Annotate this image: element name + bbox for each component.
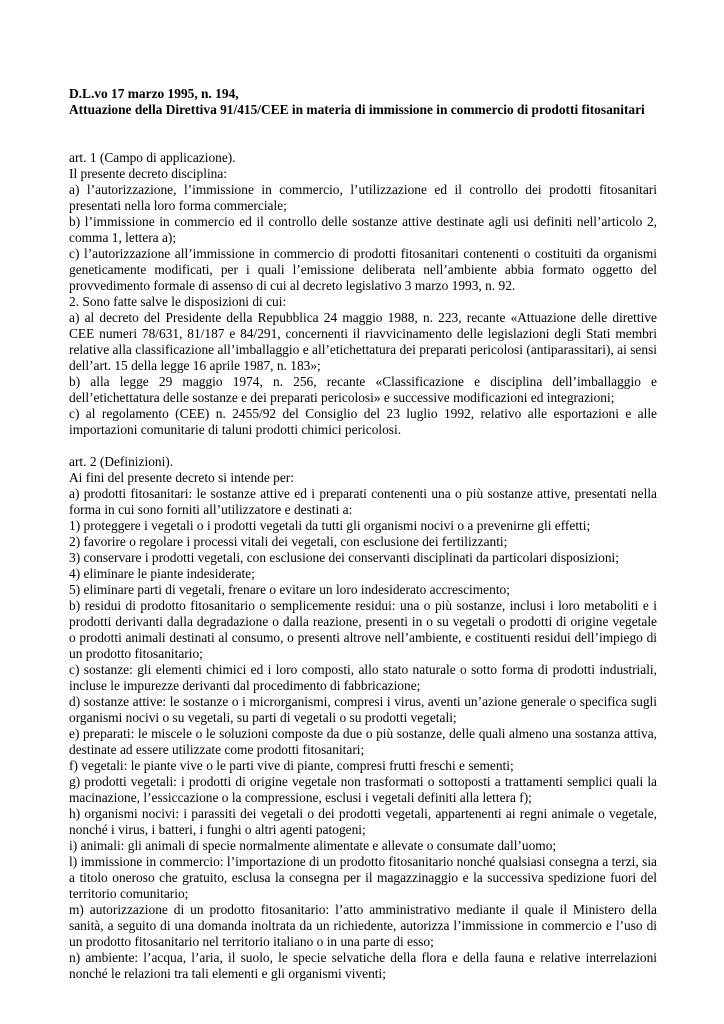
article-2-paragraph: Ai fini del presente decreto si intende per: [69, 470, 294, 485]
spacer [69, 438, 657, 454]
article-1-paragraph: c) l’autorizzazione all’immissione in commercio di prodotti fitosanitari contenenti o costituiti da organismi geneticamente modificati, per i quali l’emissione deliberata nell’ambiente abbia formato oggetto del provvedimento formale di assenso di cui al decreto legislativo 3 marzo 1993, n. 92. [69, 246, 657, 293]
article-1-paragraph: b) l’immissione in commercio ed il controllo delle sostanze attive destinate agli usi definiti nell’articolo 2, comma 1, lettera a); [69, 214, 657, 245]
decree-reference: D.L.vo 17 marzo 1995, n. 194, [69, 86, 239, 101]
article-2-paragraph: m) autorizzazione di un prodotto fitosanitario: l’atto amministrativo mediante il quale il Ministero della sanità, a seguito di una domanda inoltrata da un richiedente, autorizza l’immissione in commercio e l’uso di un prodotto fitosanitario nel territorio italiano o in una parte di esso; [69, 902, 657, 949]
article-2-paragraph: 1) proteggere i vegetali o i prodotti vegetali da tutti gli organismi nocivi o a prevenirne gli effetti; [69, 518, 591, 533]
article-2-paragraph: 5) eliminare parti di vegetali, frenare o evitare un loro indesiderato accrescimento; [69, 582, 510, 597]
decree-title: Attuazione della Direttiva 91/415/CEE in materia di immissione in commercio di prodotti fitosanitari [69, 102, 645, 117]
article-2-paragraph: h) organismi nocivi: i parassiti dei vegetali o dei prodotti vegetali, appartenenti ai regni animale o vegetale, nonché i virus, i batteri, i funghi o altri agenti patogeni; [69, 806, 657, 837]
article-2-heading: art. 2 (Definizioni). [69, 454, 174, 469]
article-2 [69, 454, 657, 982]
article-2-paragraph: 2) favorire o regolare i processi vitali dei vegetali, con esclusione dei fertilizzanti; [69, 534, 508, 549]
article-2-paragraph: i) animali: gli animali di specie normalmente alimentate e allevate o consumate dall’uomo; [69, 838, 557, 853]
article-2-paragraph: d) sostanze attive: le sostanze o i microrganismi, compresi i virus, aventi un’azione generale o specifica sugli organismi nocivi o su vegetali, su parti di vegetali o su prodotti vegetali; [69, 694, 657, 725]
article-2-paragraph: a) prodotti fitosanitari: le sostanze attive ed i preparati contenenti una o più sostanze attive, presentati nella forma in cui sono forniti all’utilizzatore e destinati a: [69, 486, 657, 517]
spacer [69, 118, 657, 150]
article-2-paragraph: 4) eliminare le piante indesiderate; [69, 566, 255, 581]
article-1-paragraph: c) al regolamento (CEE) n. 2455/92 del Consiglio del 23 luglio 1992, relativo alle esportazioni e alle importazioni comunitarie di taluni prodotti chimici pericolosi. [69, 406, 657, 437]
article-1-paragraph: 2. Sono fatte salve le disposizioni di cui: [69, 294, 287, 309]
article-2-paragraph: g) prodotti vegetali: i prodotti di origine vegetale non trasformati o sottoposti a trattamenti semplici quali la macinazione, l’essiccazione o la compressione, esclusi i vegetali definiti alla lettera f); [69, 774, 657, 805]
article-2-paragraph: b) residui di prodotto fitosanitario o semplicemente residui: una o più sostanze, inclusi i loro metaboliti e i prodotti derivanti dalla degradazione o dalla reazione, presenti in o su vegetali o prodotti di origine vegetale o prodotti animali destinati al consumo, o presenti altrove nell’ambiente, e costituenti residui dell’impiego di un prodotto fitosanitario; [69, 598, 657, 661]
article-2-paragraph: n) ambiente: l’acqua, l’aria, il suolo, le specie selvatiche della flora e della fauna e relative interrelazioni nonché le relazioni tra tali elementi e gli organismi viventi; [69, 950, 657, 981]
article-1-paragraph: Il presente decreto disciplina: [69, 166, 228, 181]
article-2-paragraph: l) immissione in commercio: l’importazione di un prodotto fitosanitario nonché qualsiasi consegna a terzi, sia a titolo oneroso che gratuito, esclusa la consegna per il magazzinaggio e la successiva spedizione fuori del territorio comunitario; [69, 854, 657, 901]
article-1-heading: art. 1 (Campo di applicazione). [69, 150, 236, 165]
article-2-paragraph: f) vegetali: le piante vive o le parti vive di piante, compresi frutti freschi e sementi; [69, 758, 514, 773]
article-1-paragraph: a) l’autorizzazione, l’immissione in commercio, l’utilizzazione ed il controllo dei prodotti fitosanitari presentati nella loro forma commerciale; [69, 182, 657, 213]
article-2-paragraph: e) preparati: le miscele o le soluzioni composte da due o più sostanze, delle quali almeno una sostanza attiva, destinate ad essere utilizzate come prodotti fitosanitari; [69, 726, 657, 757]
article-1-paragraph: a) al decreto del Presidente della Repubblica 24 maggio 1988, n. 223, recante «Attuazione delle direttive CEE numeri 78/631, 81/187 e 84/291, concernenti il riavvicinamento delle legislazioni degli Stati membri relative alla classificazione all’imballaggio e all’etichettatura dei preparati pericolosi (antiparassitari), ai sensi dell’art. 15 della legge 16 aprile 1987, n. 183»; [69, 310, 657, 373]
document-page [69, 86, 657, 982]
article-1-paragraph: b) alla legge 29 maggio 1974, n. 256, recante «Classificazione e disciplina dell’imballaggio e dell’etichettatura delle sostanze e dei preparati pericolosi» e successive modificazioni ed integrazioni; [69, 374, 657, 405]
article-2-paragraph: 3) conservare i prodotti vegetali, con esclusione dei conservanti disciplinati da particolari disposizioni; [69, 550, 619, 565]
article-1 [69, 150, 657, 438]
article-2-paragraph: c) sostanze: gli elementi chimici ed i loro composti, allo stato naturale o sotto forma di prodotti industriali, incluse le impurezze derivanti dal procedimento di fabbricazione; [69, 662, 657, 693]
